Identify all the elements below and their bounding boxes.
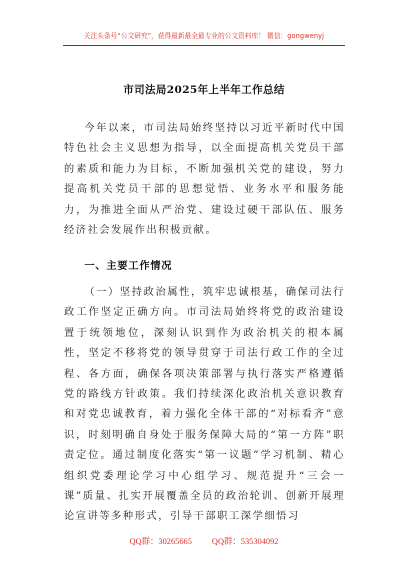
intro-paragraph: 今年以来，市司法局始终坚持以习近平新时代中国特色社会主义思想为指导，以全面提高机关党员干部的素质和能力为目标，不断加强机关党的建设，努力提高机关党员干部的思想觉悟、业务水平和服务能力，为推进全面从严治党、建设过硬干部队伍、服务经济社会发展作出积极贡献。 bbox=[64, 123, 345, 237]
section-heading: 一、主要工作情况 bbox=[84, 260, 173, 272]
footer-qq-group-2: QQ群：535304092 bbox=[211, 537, 279, 546]
header-divider bbox=[63, 45, 345, 46]
header-promo-text: 关注头条号“公文研究”，获得最新最全最专业的公文资料库！ 微信：gongwenyj bbox=[83, 32, 325, 40]
body-paragraph: （一）坚持政治属性，筑牢忠诚根基，确保司法行政工作坚定正确方向。市司法局始终将党的政治建设置于统领地位，深刻认识到作为政治机关的根本属性，坚定不移将党的领导贯穿于司法行政工作的全过程、各方面，确保各项决策部署与执行落实严格遵循党的路线方针政策。我们持续深化政治机关意识教育和对党忠诚教育，着力强化全体干部的“对标看齐”意识，时刻明确自身处于服务保障大局的“第一方阵”职责定位。通过制度化落实“第一议题”学习机制、精心组织党委理论学习中心组学习、规范提升“三会一课”质量、扎实开展覆盖全员的政治轮训、创新开展理论宣讲等多种形式，引导干部职工深学细悟习 bbox=[64, 287, 345, 523]
document-title: 市司法局2025年上半年工作总结 bbox=[123, 84, 285, 96]
footer-contact bbox=[0, 535, 408, 547]
footer-qq-group-1: QQ群：30265665 bbox=[129, 537, 192, 546]
